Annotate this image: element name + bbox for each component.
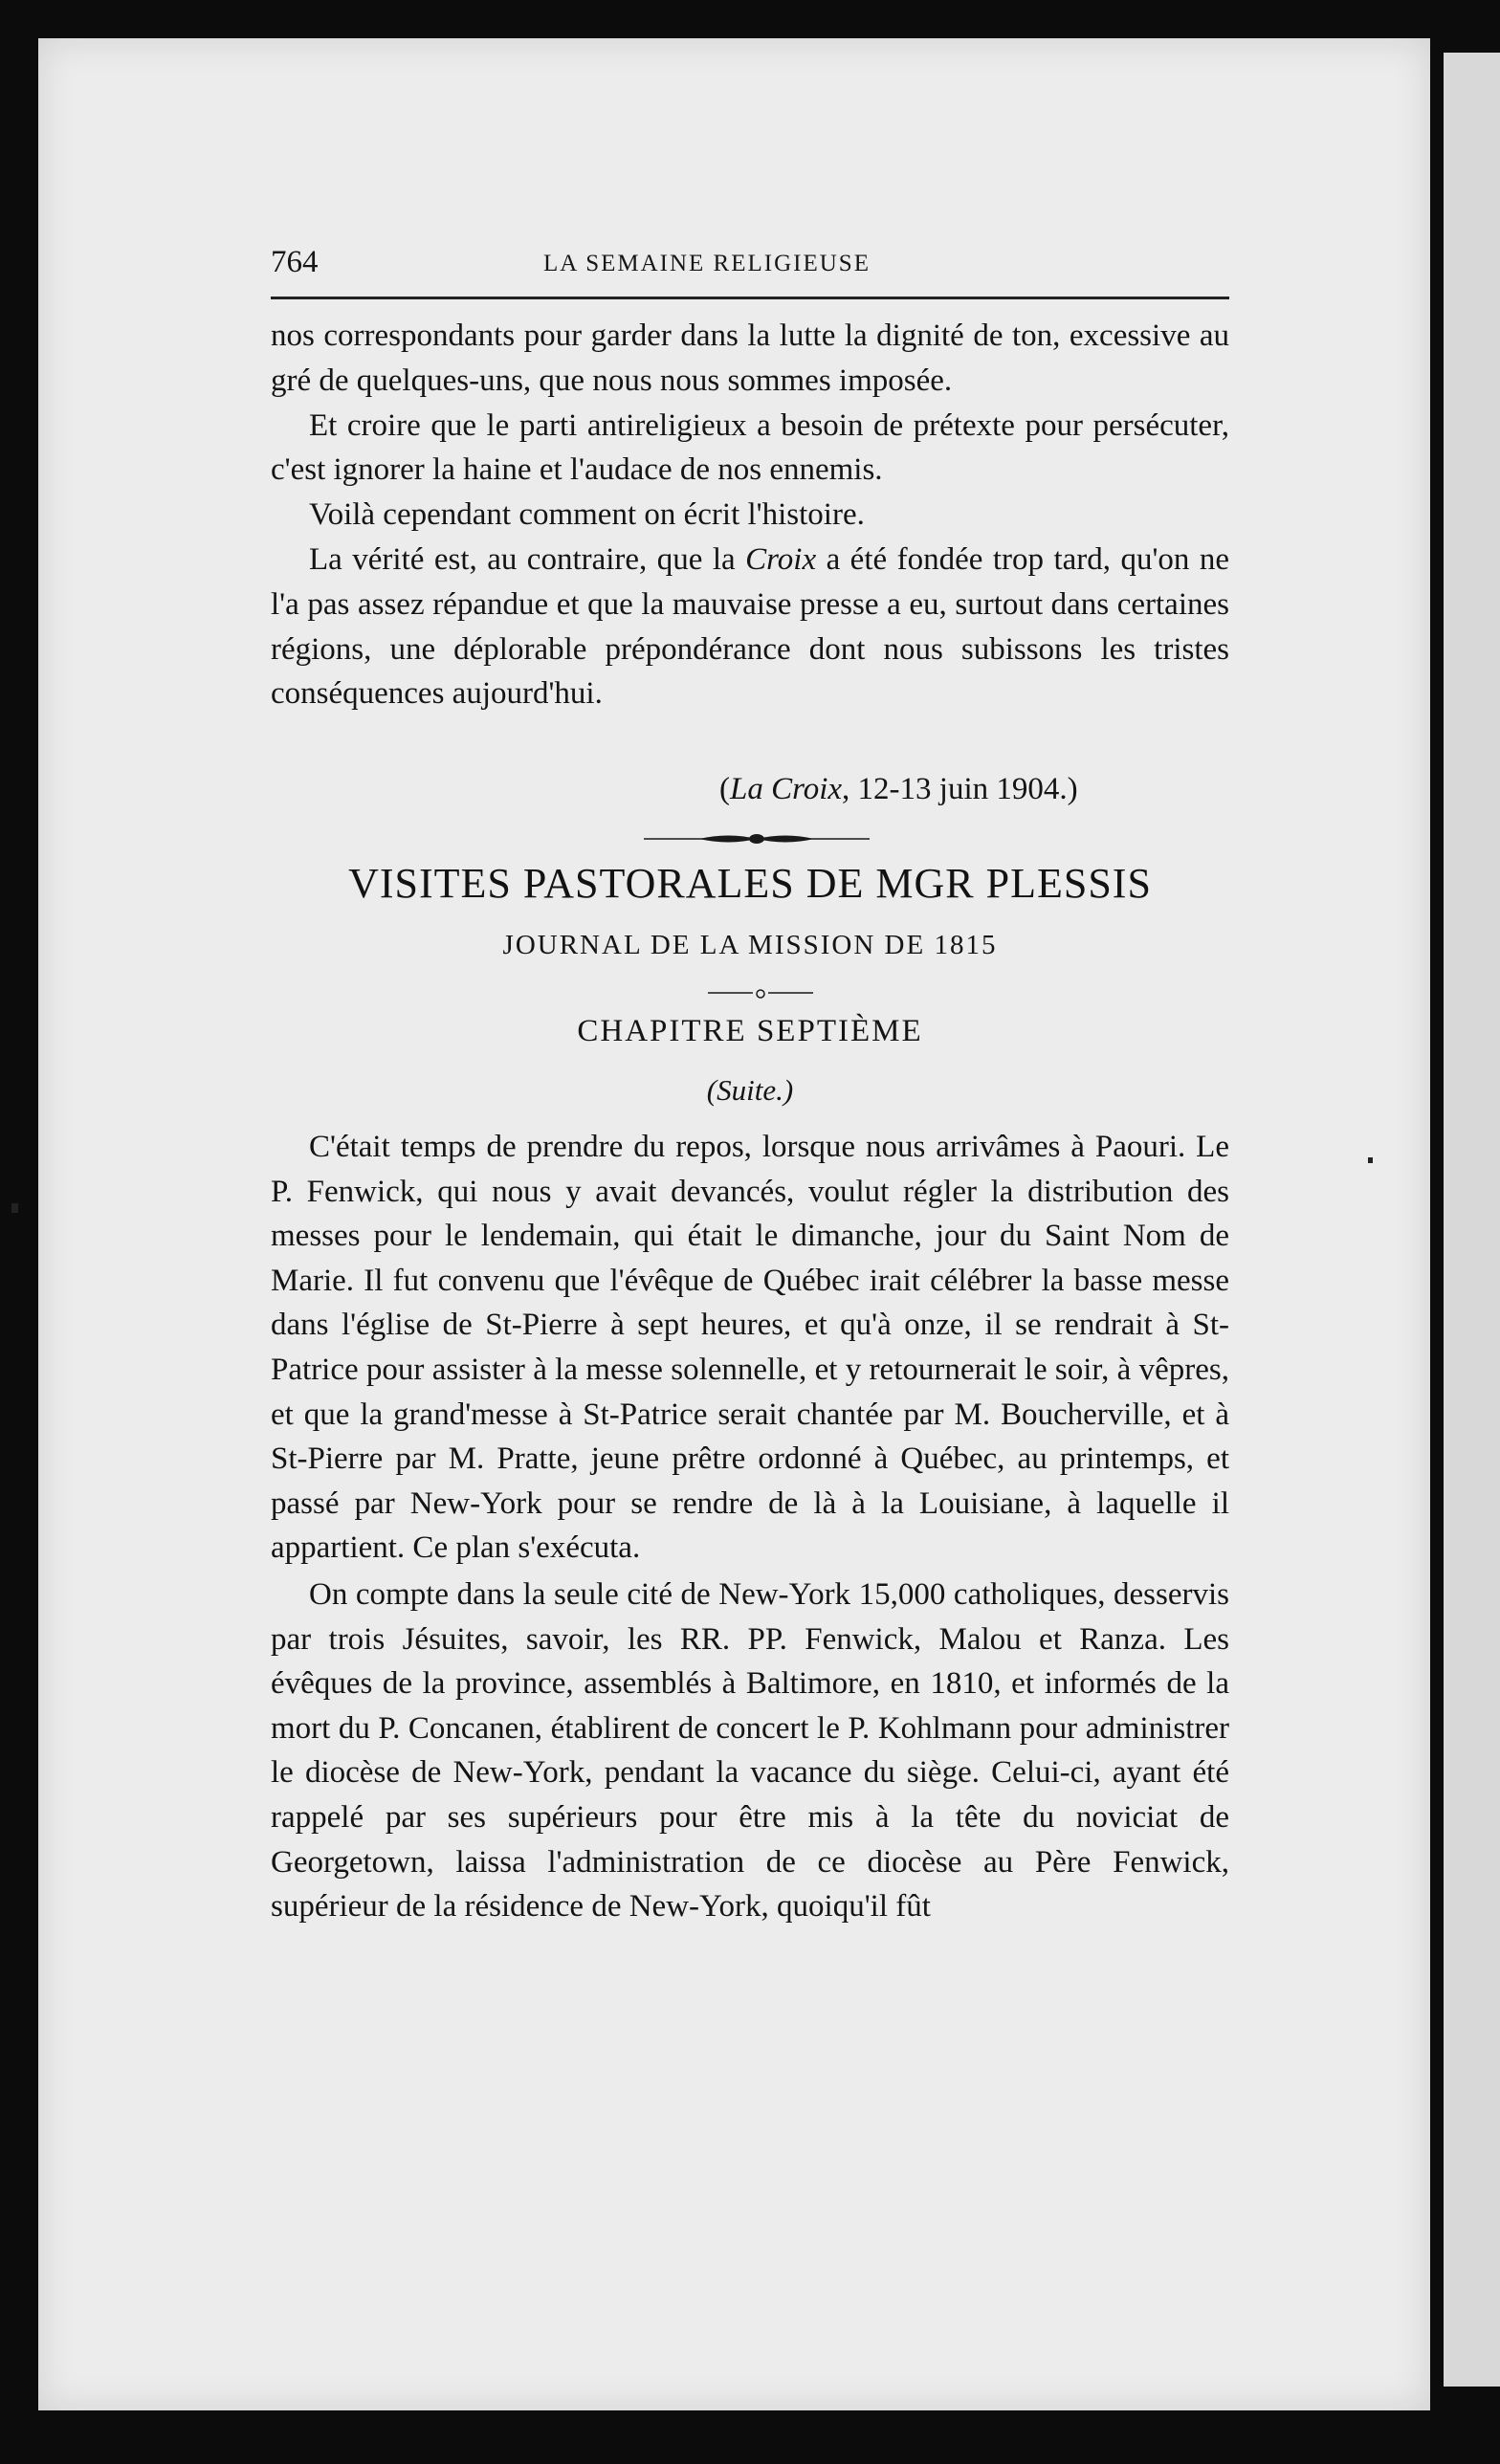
small-rule-ornament <box>708 983 813 1002</box>
citation-journal: La Croix <box>730 772 843 806</box>
page-gutter <box>1430 38 1444 2410</box>
paragraph: nos correspondants pour garder dans la lutte la dignité de ton, excessive au gré de quelques-uns, que nous nous sommes imposée. <box>271 319 1229 398</box>
paragraph: Voilà cependant comment on écrit l'histoire. <box>309 497 865 533</box>
speck <box>11 1203 18 1213</box>
suite-note: (Suite.) <box>706 1073 794 1107</box>
adjacent-page-edge <box>1444 53 1500 2387</box>
journal-name: Croix <box>745 541 817 577</box>
page-number: 764 <box>271 245 319 279</box>
section-ornament <box>644 832 870 846</box>
paragraph: Et croire que le parti antireligieux a besoin de prétexte pour persécuter, c'est ignorer la haine et l'audace de nos ennemis. <box>271 407 1229 488</box>
article-subtitle: JOURNAL DE LA MISSION DE 1815 <box>502 930 998 960</box>
citation-rest: , 12-13 juin 1904.) <box>842 772 1078 806</box>
paragraph: La vérité est, au contraire, que la Croix a été fondée trop tard, qu'on ne l'a pas assez répandue et que la mauvaise presse a eu, surtout dans certaines régions, une déplorable prépondérance dont nous subissons les tristes conséquences aujourd'hui. <box>271 541 1230 712</box>
continuation-text <box>271 314 1229 716</box>
running-head <box>271 245 1229 287</box>
speck <box>1368 1157 1373 1163</box>
citation-open: ( <box>719 772 730 806</box>
header-rule <box>271 297 1229 299</box>
paragraph: C'était temps de prendre du repos, lorsque nous arrivâmes à Paouri. Le P. Fenwick, qui nous y avait devancés, voulut régler la distribution des messes pour le lendemain, qui était le dimanche, jour du Saint Nom de Marie. Il fut convenu que l'évêque de Québec irait célébrer la basse messe dans l'église de St-Pierre à sept heures, et qu'à onze, il se rendrait à St-Patrice pour assister à la messe solennelle, et y retournerait le soir, à vêpres, et que la grand'messe à St-Patrice serait chantée par M. Boucherville, et à St-Pierre par M. Pratte, jeune prêtre ordonné à Québec, au printemps, et passé par New-York pour se rendre de là à la Louisiane, à laquelle il appartient. Ce plan s'exécuta. <box>271 1130 1229 1566</box>
running-title: LA SEMAINE RELIGIEUSE <box>543 251 871 276</box>
chapter-heading: CHAPITRE SEPTIÈME <box>577 1014 923 1048</box>
article-title: VISITES PASTORALES DE MGR PLESSIS <box>348 860 1152 907</box>
article-body <box>271 1125 1229 1929</box>
source-citation <box>719 772 1159 807</box>
paragraph: On compte dans la seule cité de New-York 15,000 catholiques, desservis par trois Jésuites, savoir, les RR. PP. Fenwick, Malou et Ranza. Les évêques de la province, assemblés à Baltimore, en 1810, et informés de la mort du P. Concanen, établirent de concert le P. Kohlmann pour administrer le diocèse de New-York, pendant la vacance du siège. Celui-ci, ayant été rappelé par ses supérieurs pour être mis à la tête du noviciat de Georgetown, laissa l'administration de ce diocèse au Père Fenwick, supérieur de la résidence de New-York, quoiqu'il fût <box>271 1576 1229 1925</box>
